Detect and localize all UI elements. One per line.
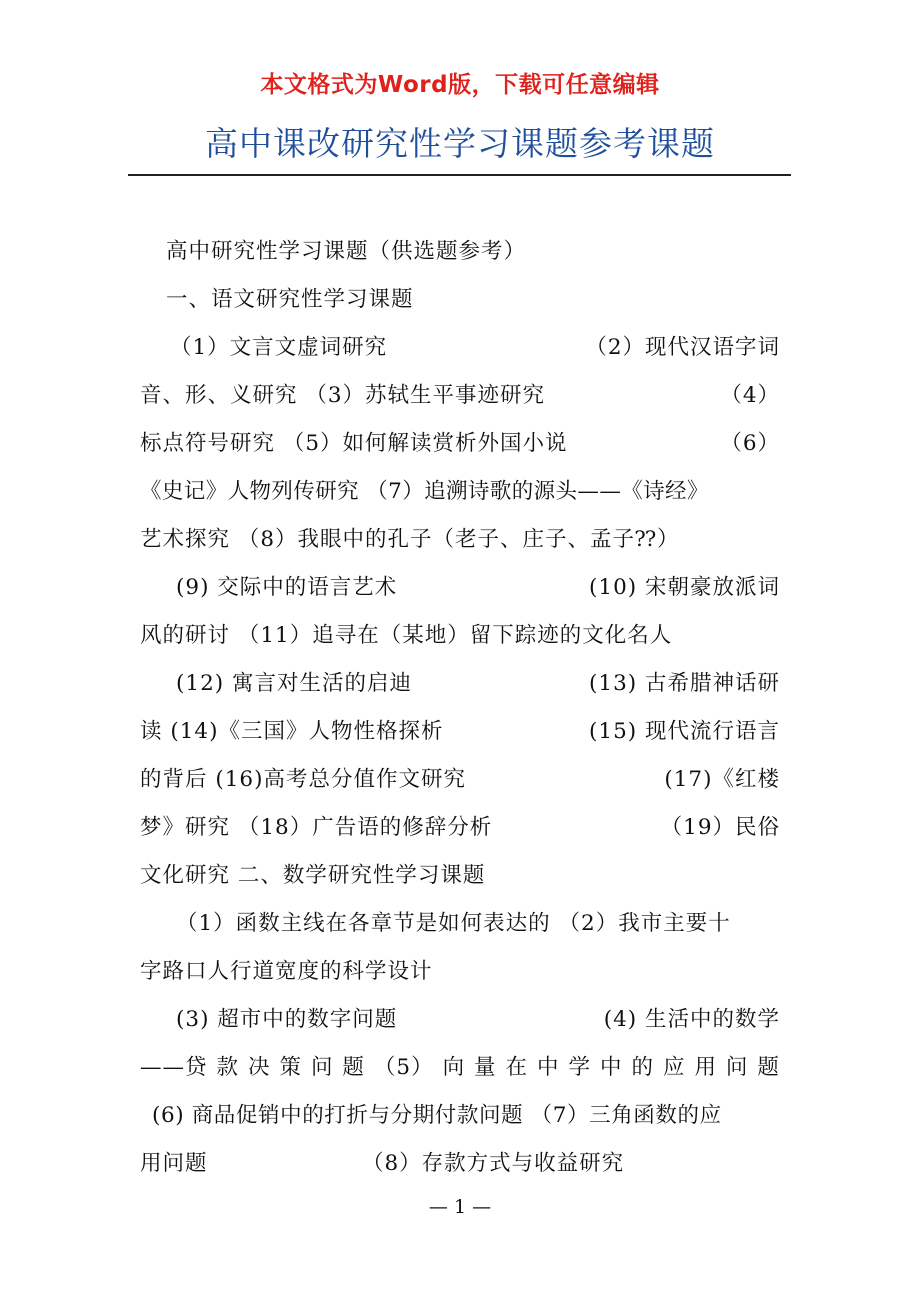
text-line-18-part: （5） <box>373 1055 434 1080</box>
text-line-18-part: 用 <box>694 1055 717 1080</box>
text-line-13 <box>140 810 780 846</box>
text-line-17-right: (4) 生活中的数学 <box>603 1007 780 1032</box>
text-line-5-left: 标点符号研究 （5）如何解读赏析外国小说 <box>140 431 568 456</box>
text-line-16: 字路口人行道宽度的科学设计 <box>140 959 433 984</box>
text-line-10 <box>140 666 780 702</box>
text-line-12 <box>140 762 780 798</box>
text-line-18-part: 中 <box>599 1055 623 1080</box>
text-line-15: （1）函数主线在各章节是如何表达的 （2）我市主要十 <box>176 911 731 936</box>
text-line-8 <box>140 570 780 606</box>
text-line-18-part: 向 <box>442 1055 466 1080</box>
text-line-7: 艺术探究 （8）我眼中的孔子（老子、庄子、孟子⁇） <box>140 527 680 552</box>
page-number: — 1 — <box>428 1196 492 1218</box>
text-line-12-right: (17)《红楼 <box>664 767 780 792</box>
text-line-10-right: (13) 古希腊神话研 <box>589 671 780 696</box>
text-line-14: 文化研究 二、数学研究性学习课题 <box>140 863 486 888</box>
text-line-4 <box>140 378 780 414</box>
text-line-5 <box>140 426 780 462</box>
text-line-18 <box>140 1050 780 1086</box>
text-line-18-part: 在 <box>505 1055 529 1080</box>
text-line-3-left: （1）文言文虚词研究 <box>170 335 388 360</box>
text-line-4-left: 音、形、义研究 （3）苏轼生平事迹研究 <box>140 383 546 408</box>
text-line-18-part: ——贷 <box>140 1055 208 1080</box>
text-line-11 <box>140 714 780 750</box>
text-line-18-part: 决 <box>247 1055 271 1080</box>
intro-line: 高中研究性学习课题（供选题参考） <box>166 239 527 264</box>
text-line-6: 《史记》人物列传研究 （7）追溯诗歌的源头——《诗经》 <box>140 479 709 504</box>
text-line-18-part: 题 <box>757 1055 780 1080</box>
text-line-12-left: 的背后 (16)高考总分值作文研究 <box>140 767 466 792</box>
text-line-20-right: （8）存款方式与收益研究 <box>362 1151 625 1176</box>
text-line-3 <box>140 330 780 366</box>
text-line-18-part: 中 <box>537 1055 560 1080</box>
text-line-17 <box>140 1002 780 1038</box>
text-line-17-left: (3) 超市中的数字问题 <box>176 1007 398 1032</box>
text-line-18-justified <box>140 1050 780 1086</box>
title-underline <box>128 174 791 176</box>
text-line-18-part: 题 <box>342 1055 365 1080</box>
text-line-18-part: 学 <box>568 1055 592 1080</box>
text-line-11-right: (15) 现代流行语言 <box>589 719 780 744</box>
document-title: 高中课改研究性学习课题参考课题 <box>205 124 715 163</box>
text-line-9: 风的研讨 （11）追寻在（某地）留下踪迹的文化名人 <box>140 623 673 648</box>
text-line-13-left: 梦》研究 （18）广告语的修辞分析 <box>140 815 493 840</box>
text-line-18-part: 款 <box>216 1055 239 1080</box>
text-line-10-left: (12) 寓言对生活的启迪 <box>176 671 412 696</box>
text-line-18-part: 的 <box>631 1055 654 1080</box>
text-line-20-left: 用问题 <box>140 1151 208 1176</box>
text-line-3-right: （2）现代汉语字词 <box>585 335 780 360</box>
text-line-18-part: 问 <box>725 1055 749 1080</box>
text-line-13-right: （19）民俗 <box>660 815 780 840</box>
text-line-18-part: 策 <box>279 1055 302 1080</box>
text-line-5-right: （6） <box>720 431 780 456</box>
text-line-18-part: 问 <box>310 1055 334 1080</box>
text-line-18-part: 量 <box>474 1055 497 1080</box>
text-line-8-right: (10) 宋朝豪放派词 <box>589 575 780 600</box>
download-banner: 本文格式为Word版，下载可任意编辑 <box>260 72 660 98</box>
text-line-18-part: 应 <box>662 1055 686 1080</box>
text-line-4-right: （4） <box>720 383 780 408</box>
text-line-19: (6) 商品促销中的打折与分期付款问题 （7）三角函数的应 <box>152 1103 722 1128</box>
text-line-11-left: 读 (14)《三国》人物性格探析 <box>140 719 444 744</box>
text-line-8-left: (9) 交际中的语言艺术 <box>176 575 398 600</box>
section-heading-chinese: 一、语文研究性学习课题 <box>166 287 414 312</box>
text-line-20 <box>140 1146 780 1182</box>
